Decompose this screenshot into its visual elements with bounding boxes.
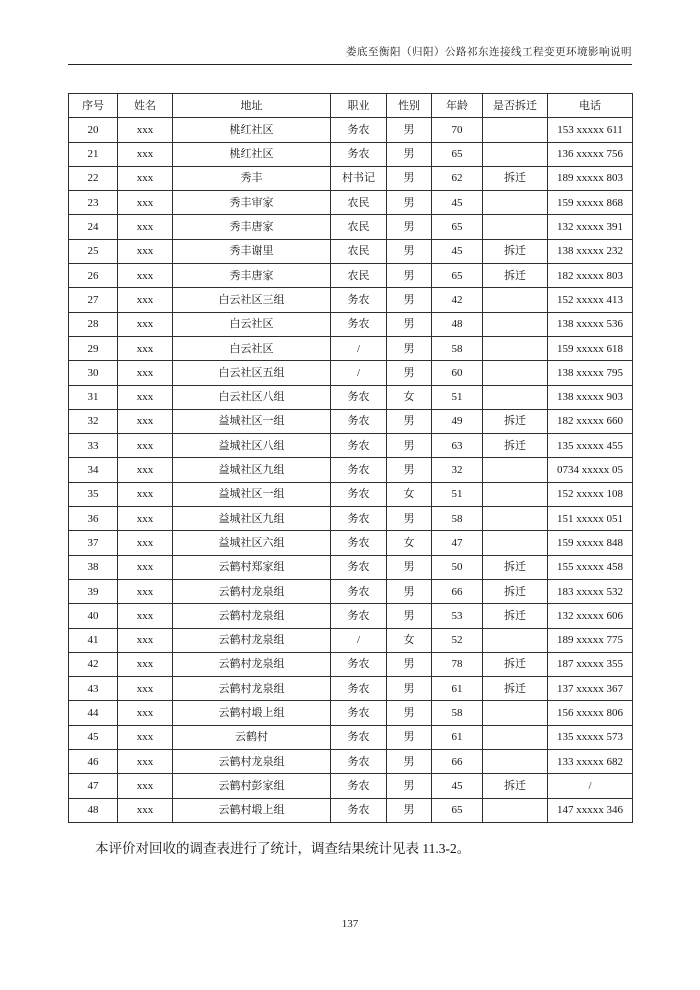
table-cell: 65 (432, 142, 483, 166)
column-header-address: 地址 (173, 94, 331, 118)
table-row (69, 264, 633, 288)
table-cell: 39 (69, 579, 118, 603)
table-cell: 34 (69, 458, 118, 482)
table-cell: xxx (118, 725, 173, 749)
table-cell: 务农 (331, 798, 387, 822)
table-cell: 务农 (331, 750, 387, 774)
table-cell: 云鹤村塅上组 (173, 798, 331, 822)
table-cell: 153 xxxxx 611 (548, 118, 633, 142)
table-cell: 益城社区八组 (173, 434, 331, 458)
table-cell (483, 531, 548, 555)
table-cell: 男 (387, 166, 432, 190)
table-cell: 农民 (331, 191, 387, 215)
table-cell: 务农 (331, 288, 387, 312)
table-cell: 拆迁 (483, 677, 548, 701)
table-cell: 40 (69, 604, 118, 628)
table-cell: / (548, 774, 633, 798)
table-cell: 男 (387, 604, 432, 628)
table-cell: 66 (432, 579, 483, 603)
table-cell: 21 (69, 142, 118, 166)
table-cell: xxx (118, 507, 173, 531)
table-cell: 152 xxxxx 413 (548, 288, 633, 312)
table-cell: xxx (118, 652, 173, 676)
table-cell: 务农 (331, 434, 387, 458)
table-cell: 云鹤村塅上组 (173, 701, 331, 725)
table-cell: 51 (432, 385, 483, 409)
table-cell: 拆迁 (483, 774, 548, 798)
table-cell: xxx (118, 579, 173, 603)
table-cell (483, 361, 548, 385)
table-cell: 182 xxxxx 803 (548, 264, 633, 288)
table-cell: 65 (432, 798, 483, 822)
table-cell: 男 (387, 191, 432, 215)
table-cell: 务农 (331, 652, 387, 676)
table-cell: 务农 (331, 701, 387, 725)
table-cell (483, 798, 548, 822)
table-cell: 拆迁 (483, 555, 548, 579)
table-cell: 53 (432, 604, 483, 628)
table-cell: 138 xxxxx 903 (548, 385, 633, 409)
table-cell: 26 (69, 264, 118, 288)
table-cell: 23 (69, 191, 118, 215)
table-cell: 男 (387, 434, 432, 458)
column-header-gender: 性别 (387, 94, 432, 118)
table-cell: 村书记 (331, 166, 387, 190)
table-cell: 65 (432, 264, 483, 288)
table-cell: 45 (432, 239, 483, 263)
table-row (69, 239, 633, 263)
table-cell: 男 (387, 409, 432, 433)
table-cell: 133 xxxxx 682 (548, 750, 633, 774)
table-cell: 云鹤村郑家组 (173, 555, 331, 579)
table-cell: 云鹤村龙泉组 (173, 628, 331, 652)
column-header-relocation: 是否拆迁 (483, 94, 548, 118)
table-cell: 桃红社区 (173, 118, 331, 142)
table-cell: 务农 (331, 482, 387, 506)
table-cell: 48 (69, 798, 118, 822)
table-cell: 183 xxxxx 532 (548, 579, 633, 603)
table-cell: 农民 (331, 215, 387, 239)
table-cell: 男 (387, 774, 432, 798)
table-cell: 桃红社区 (173, 142, 331, 166)
table-cell: 31 (69, 385, 118, 409)
table-cell: 男 (387, 288, 432, 312)
table-cell: 益城社区一组 (173, 409, 331, 433)
table-cell: 138 xxxxx 536 (548, 312, 633, 336)
table-cell: 秀丰谢里 (173, 239, 331, 263)
table-row (69, 701, 633, 725)
table-cell: 136 xxxxx 756 (548, 142, 633, 166)
table-cell: xxx (118, 482, 173, 506)
table-cell: 男 (387, 264, 432, 288)
table-cell: 拆迁 (483, 239, 548, 263)
table-cell: 156 xxxxx 806 (548, 701, 633, 725)
table-cell: 187 xxxxx 355 (548, 652, 633, 676)
table-cell (483, 312, 548, 336)
table-cell (483, 118, 548, 142)
table-cell: 189 xxxxx 803 (548, 166, 633, 190)
table-cell: xxx (118, 288, 173, 312)
table-cell: 云鹤村 (173, 725, 331, 749)
table-cell: 50 (432, 555, 483, 579)
table-cell: 秀丰唐家 (173, 215, 331, 239)
table-cell: 20 (69, 118, 118, 142)
table-cell: xxx (118, 361, 173, 385)
table-cell: 男 (387, 579, 432, 603)
table-cell: 30 (69, 361, 118, 385)
table-row (69, 750, 633, 774)
table-cell: 云鹤村龙泉组 (173, 652, 331, 676)
table-cell: 拆迁 (483, 434, 548, 458)
table-cell: 37 (69, 531, 118, 555)
table-cell: 务农 (331, 774, 387, 798)
table-row (69, 288, 633, 312)
table-cell: xxx (118, 701, 173, 725)
table-row (69, 531, 633, 555)
table-cell: 男 (387, 142, 432, 166)
table-cell: xxx (118, 774, 173, 798)
table-cell: 33 (69, 434, 118, 458)
table-cell: xxx (118, 118, 173, 142)
table-cell: 拆迁 (483, 409, 548, 433)
table-row (69, 385, 633, 409)
table-cell: 秀丰 (173, 166, 331, 190)
table-cell: 男 (387, 725, 432, 749)
table-cell: xxx (118, 191, 173, 215)
table-cell: 46 (69, 750, 118, 774)
table-cell: 42 (432, 288, 483, 312)
table-cell: 秀丰唐家 (173, 264, 331, 288)
table-row (69, 142, 633, 166)
table-cell: 159 xxxxx 868 (548, 191, 633, 215)
table-cell: 135 xxxxx 573 (548, 725, 633, 749)
table-cell: 44 (69, 701, 118, 725)
table-cell: 拆迁 (483, 264, 548, 288)
table-cell: 拆迁 (483, 652, 548, 676)
survey-table (68, 93, 633, 823)
table-cell: 女 (387, 385, 432, 409)
table-row (69, 458, 633, 482)
table-cell: 32 (432, 458, 483, 482)
table-cell: xxx (118, 531, 173, 555)
table-cell: 云鹤村龙泉组 (173, 750, 331, 774)
table-row (69, 118, 633, 142)
table-row (69, 579, 633, 603)
table-cell: 白云社区五组 (173, 361, 331, 385)
header-rule (68, 64, 632, 65)
column-header-age: 年龄 (432, 94, 483, 118)
table-cell: xxx (118, 604, 173, 628)
table-row (69, 215, 633, 239)
table-row (69, 628, 633, 652)
table-cell: 152 xxxxx 108 (548, 482, 633, 506)
table-cell: 60 (432, 361, 483, 385)
table-cell: 务农 (331, 507, 387, 531)
table-cell: 拆迁 (483, 166, 548, 190)
table-row (69, 336, 633, 360)
table-cell: 48 (432, 312, 483, 336)
table-cell: 云鹤村龙泉组 (173, 604, 331, 628)
table-cell: xxx (118, 555, 173, 579)
table-cell: 45 (69, 725, 118, 749)
table-cell (483, 385, 548, 409)
table-cell (483, 215, 548, 239)
table-cell: 白云社区八组 (173, 385, 331, 409)
table-cell (483, 336, 548, 360)
table-cell: 男 (387, 118, 432, 142)
table-cell: 27 (69, 288, 118, 312)
table-cell: 58 (432, 701, 483, 725)
table-cell: / (331, 336, 387, 360)
table-cell: 61 (432, 677, 483, 701)
table-cell: 白云社区 (173, 336, 331, 360)
table-cell: 45 (432, 774, 483, 798)
table-cell: 47 (432, 531, 483, 555)
table-row (69, 555, 633, 579)
table-cell: xxx (118, 750, 173, 774)
table-row (69, 774, 633, 798)
body-paragraph: 本评价对回收的调查表进行了统计，调查结果统计见表 11.3-2。 (95, 841, 471, 856)
table-row (69, 409, 633, 433)
table-cell: 农民 (331, 264, 387, 288)
table-cell (483, 142, 548, 166)
table-cell: 62 (432, 166, 483, 190)
column-header-occupation: 职业 (331, 94, 387, 118)
table-row (69, 361, 633, 385)
table-cell (483, 701, 548, 725)
table-cell: 47 (69, 774, 118, 798)
table-cell: 男 (387, 458, 432, 482)
table-header-row (69, 94, 633, 118)
running-header (68, 44, 632, 59)
table-cell: 农民 (331, 239, 387, 263)
table-cell: 58 (432, 336, 483, 360)
table-body (69, 118, 633, 823)
table-cell: 男 (387, 652, 432, 676)
table-cell: 155 xxxxx 458 (548, 555, 633, 579)
table-cell: 务农 (331, 579, 387, 603)
table-cell: 41 (69, 628, 118, 652)
table-cell (483, 482, 548, 506)
table-cell (483, 507, 548, 531)
table-cell: xxx (118, 264, 173, 288)
table-cell: 135 xxxxx 455 (548, 434, 633, 458)
table-cell: 男 (387, 361, 432, 385)
table-cell: 132 xxxxx 391 (548, 215, 633, 239)
table-cell: 132 xxxxx 606 (548, 604, 633, 628)
table-cell: 58 (432, 507, 483, 531)
table-cell: 138 xxxxx 795 (548, 361, 633, 385)
page-number: 137 (341, 918, 359, 930)
table-cell: 益城社区六组 (173, 531, 331, 555)
table-cell: 务农 (331, 312, 387, 336)
table-cell: 0734 xxxxx 05 (548, 458, 633, 482)
table-cell: 45 (432, 191, 483, 215)
table-cell: 182 xxxxx 660 (548, 409, 633, 433)
table-cell: 男 (387, 798, 432, 822)
table-row (69, 482, 633, 506)
table-cell: xxx (118, 312, 173, 336)
table-row (69, 191, 633, 215)
table-cell: xxx (118, 239, 173, 263)
table-cell: / (331, 361, 387, 385)
column-header-phone: 电话 (548, 94, 633, 118)
table-row (69, 798, 633, 822)
table-cell: 52 (432, 628, 483, 652)
table-cell: 务农 (331, 385, 387, 409)
table-cell: 25 (69, 239, 118, 263)
running-header-text: 娄底至衡阳（归阳）公路祁东连接线工程变更环境影响说明 (346, 47, 632, 58)
table-cell: 务农 (331, 725, 387, 749)
table-cell (483, 458, 548, 482)
table-cell: 38 (69, 555, 118, 579)
table-cell: 男 (387, 555, 432, 579)
table-cell: 159 xxxxx 848 (548, 531, 633, 555)
table-cell: 159 xxxxx 618 (548, 336, 633, 360)
table-cell: 务农 (331, 677, 387, 701)
table-cell: 务农 (331, 555, 387, 579)
table-cell: xxx (118, 166, 173, 190)
table-cell (483, 750, 548, 774)
table-cell: xxx (118, 142, 173, 166)
table-cell (483, 628, 548, 652)
table-cell: xxx (118, 798, 173, 822)
table-cell: 务农 (331, 409, 387, 433)
table-row (69, 652, 633, 676)
table-cell: xxx (118, 458, 173, 482)
table-cell (483, 288, 548, 312)
table-cell: 24 (69, 215, 118, 239)
table-cell (483, 725, 548, 749)
table-cell: 务农 (331, 604, 387, 628)
table-cell: 男 (387, 215, 432, 239)
table-cell: 42 (69, 652, 118, 676)
table-cell: / (331, 628, 387, 652)
table-cell: 白云社区 (173, 312, 331, 336)
table-cell: 男 (387, 312, 432, 336)
table-cell: 云鹤村龙泉组 (173, 677, 331, 701)
table-cell: 151 xxxxx 051 (548, 507, 633, 531)
table-cell: 务农 (331, 458, 387, 482)
table-cell: 63 (432, 434, 483, 458)
table-cell: 70 (432, 118, 483, 142)
table-cell: xxx (118, 628, 173, 652)
table-row (69, 434, 633, 458)
table-cell: 28 (69, 312, 118, 336)
table-cell: 女 (387, 531, 432, 555)
table-cell: 66 (432, 750, 483, 774)
table-row (69, 725, 633, 749)
table-cell: 137 xxxxx 367 (548, 677, 633, 701)
table-cell: 白云社区三组 (173, 288, 331, 312)
table-cell: 35 (69, 482, 118, 506)
table-cell: 拆迁 (483, 604, 548, 628)
table-cell: 务农 (331, 531, 387, 555)
table-cell: 秀丰审家 (173, 191, 331, 215)
table-cell: 拆迁 (483, 579, 548, 603)
table-cell: 务农 (331, 142, 387, 166)
table-cell: 益城社区九组 (173, 507, 331, 531)
table-cell: xxx (118, 434, 173, 458)
table-cell: 益城社区九组 (173, 458, 331, 482)
column-header-name: 姓名 (118, 94, 173, 118)
table-cell: 65 (432, 215, 483, 239)
table-row (69, 507, 633, 531)
table-cell: 男 (387, 701, 432, 725)
table-cell: xxx (118, 677, 173, 701)
table-cell: 49 (432, 409, 483, 433)
table-cell: 22 (69, 166, 118, 190)
table-cell: 36 (69, 507, 118, 531)
table-row (69, 312, 633, 336)
table-row (69, 166, 633, 190)
column-header-index: 序号 (69, 94, 118, 118)
table-cell: 男 (387, 750, 432, 774)
table-cell: xxx (118, 385, 173, 409)
table-cell: 29 (69, 336, 118, 360)
table-cell: 男 (387, 677, 432, 701)
table-row (69, 604, 633, 628)
table-cell: 男 (387, 336, 432, 360)
table-cell (483, 191, 548, 215)
table-cell: 益城社区一组 (173, 482, 331, 506)
table-cell: 男 (387, 507, 432, 531)
table-cell: xxx (118, 409, 173, 433)
table-cell: 51 (432, 482, 483, 506)
table-cell: 云鹤村彭家组 (173, 774, 331, 798)
table-cell: 43 (69, 677, 118, 701)
table-cell: 务农 (331, 118, 387, 142)
table-cell: 61 (432, 725, 483, 749)
table-row (69, 677, 633, 701)
table-cell: 男 (387, 239, 432, 263)
table-cell: 138 xxxxx 232 (548, 239, 633, 263)
table-cell: 女 (387, 628, 432, 652)
table-cell: 云鹤村龙泉组 (173, 579, 331, 603)
table-cell: 189 xxxxx 775 (548, 628, 633, 652)
table-cell: 女 (387, 482, 432, 506)
table-cell: 147 xxxxx 346 (548, 798, 633, 822)
table-cell: 32 (69, 409, 118, 433)
table-cell: 78 (432, 652, 483, 676)
table-cell: xxx (118, 215, 173, 239)
table-cell: xxx (118, 336, 173, 360)
